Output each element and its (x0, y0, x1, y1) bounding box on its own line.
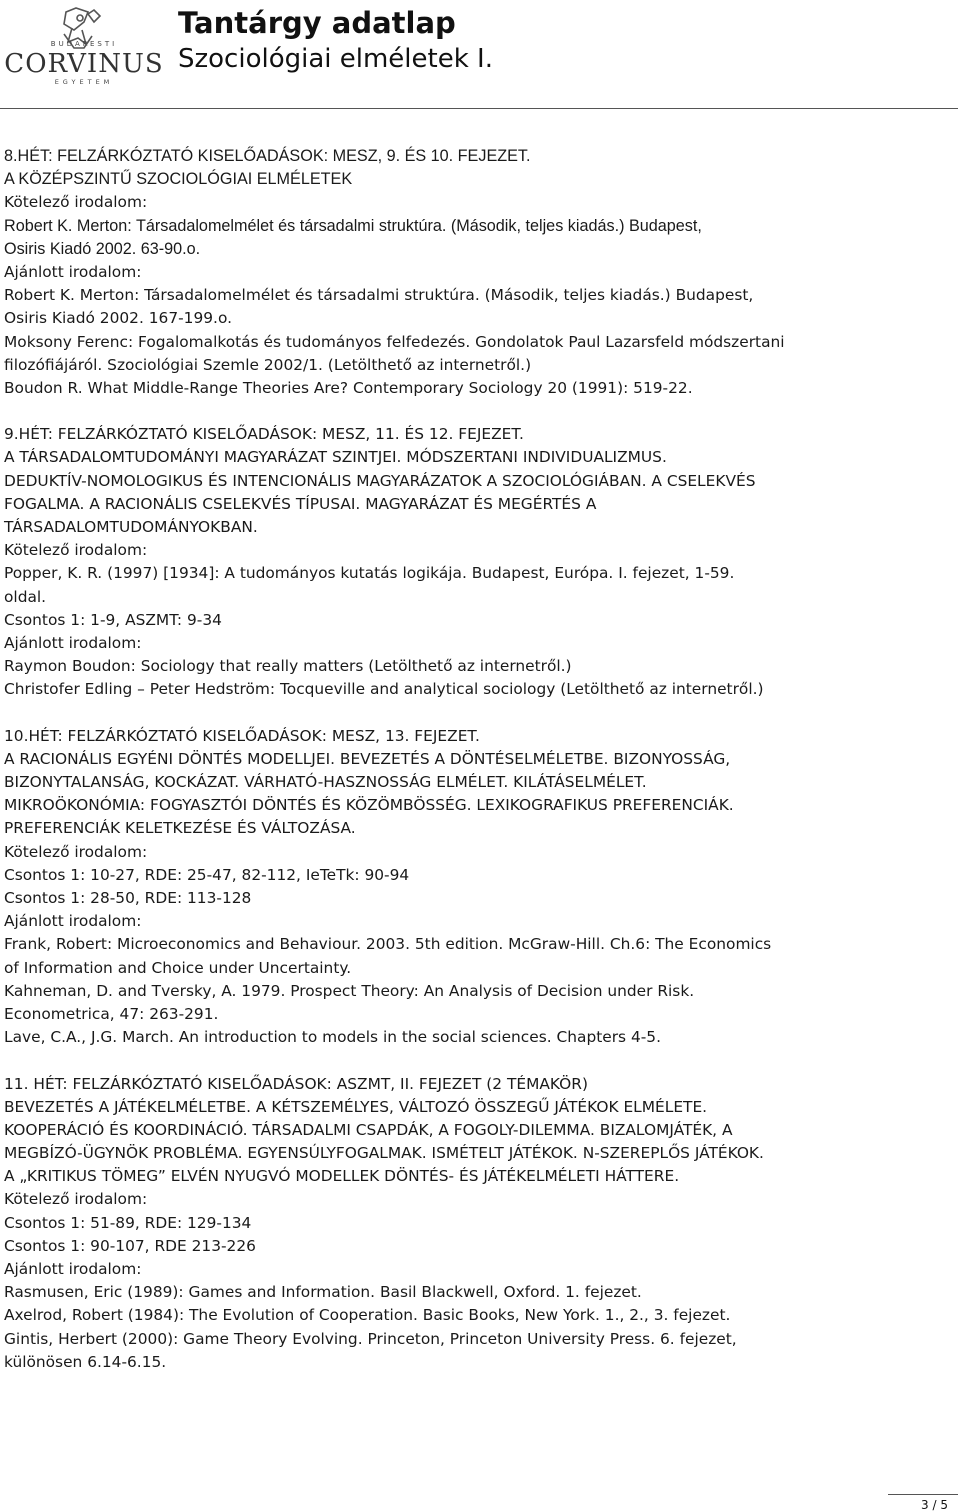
section-gap (4, 400, 956, 423)
text-line: Kahneman, D. and Tversky, A. 1979. Prospect Theory: An Analysis of Decision under Risk. (4, 981, 695, 1000)
text-line: Robert K. Merton: Társadalomelmélet és társadalmi struktúra. (Második, teljes kiadás.) Budapest, (4, 216, 702, 235)
week-section (4, 725, 956, 1050)
text-line: of Information and Choice under Uncertainty. (4, 958, 352, 977)
text-line: MEGBÍZÓ-ÜGYNÖK PROBLÉMA. EGYENSÚLYFOGALMAK. ISMÉTELT JÁTÉKOK. N-SZEREPLŐS JÁTÉKOK. (4, 1144, 764, 1163)
text-line: TÁRSADALOMTUDOMÁNYOKBAN. (4, 518, 258, 536)
text-line: BEVEZETÉS A JÁTÉKELMÉLETBE. A KÉTSZEMÉLYES, VÁLTOZÓ ÖSSZEGŰ JÁTÉKOK ELMÉLETE. (4, 1097, 708, 1116)
text-line: Csontos 1: 10-27, RDE: 25-47, 82-112, IeTeTk: 90-94 (4, 865, 410, 884)
text-line: Robert K. Merton: Társadalomelmélet és társadalmi struktúra. (Második, teljes kiadás.) Budapest, (4, 286, 754, 305)
logo-main-text: CORVINUS (4, 49, 164, 79)
text-line: oldal. (4, 587, 47, 606)
text-line: A TÁRSADALOMTUDOMÁNYI MAGYARÁZAT SZINTJEI. MÓDSZERTANI INDIVIDUALIZMUS. (4, 448, 667, 467)
week-heading: 11. HÉT: FELZÁRKÓZTATÓ KISELŐADÁSOK: ASZMT, II. FEJEZET (2 TÉMAKÖR) (4, 1074, 588, 1093)
text-line: BIZONYTALANSÁG, KOCKÁZAT. VÁRHATÓ-HASZNOSSÁG ELMÉLET. KILÁTÁSELMÉLET. (4, 773, 647, 792)
week-heading: 9.HÉT: FELZÁRKÓZTATÓ KISELŐADÁSOK: MESZ, 11. ÉS 12. FEJEZET. (4, 425, 524, 444)
page-number: 3 / 5 (921, 1498, 948, 1512)
text-line: filozófiájáról. Szociológiai Szemle 2002/1. (Letölthető az internetről.) (4, 355, 532, 374)
week-section (4, 423, 956, 701)
text-line: Popper, K. R. (1997) [1934]: A tudományos kutatás logikája. Budapest, Európa. I. fejezet, 1-59. (4, 564, 735, 583)
week-heading: 8.HÉT: FELZÁRKÓZTATÓ KISELŐADÁSOK: MESZ, 9. ÉS 10. FEJEZET. (4, 147, 531, 165)
text-line: Moksony Ferenc: Fogalomalkotás és tudományos felfedezés. Gondolatok Paul Lazarsfeld módszertani (4, 332, 785, 351)
document-title: Tantárgy adatlap (178, 6, 456, 40)
text-line: Osiris Kiadó 2002. 167-199.o. (4, 309, 232, 328)
corvinus-crest-icon (4, 4, 164, 104)
university-logo (4, 4, 164, 104)
text-line: Raymon Boudon: Sociology that really matters (Letölthető az internetről.) (4, 657, 572, 676)
text-line: Frank, Robert: Microeconomics and Behaviour. 2003. 5th edition. McGraw-Hill. Ch.6: The Economics (4, 935, 772, 954)
text-line: A „KRITIKUS TÖMEG” ELVÉN NYUGVÓ MODELLEK DÖNTÉS- ÉS JÁTÉKELMÉLETI HÁTTERE. (4, 1167, 680, 1186)
text-line: KOOPERÁCIÓ ÉS KOORDINÁCIÓ. TÁRSADALMI CSAPDÁK, A FOGOLY-DILEMMA. BIZALOMJÁTÉK, A (4, 1120, 733, 1139)
text-line: PREFERENCIÁK KELETKEZÉSE ÉS VÁLTOZÁSA. (4, 819, 356, 838)
text-line: Csontos 1: 51-89, RDE: 129-134 (4, 1213, 252, 1232)
section-gap (4, 1049, 956, 1072)
text-line: A RACIONÁLIS EGYÉNI DÖNTÉS MODELLJEI. BEVEZETÉS A DÖNTÉSELMÉLETBE. BIZONYOSSÁG, (4, 749, 731, 768)
section-gap (4, 702, 956, 725)
reading-list-label: Ajánlott irodalom: (4, 912, 142, 931)
reading-list-label: Kötelező irodalom: (4, 1190, 148, 1209)
footer-divider (888, 1494, 958, 1495)
week-heading: 10.HÉT: FELZÁRKÓZTATÓ KISELŐADÁSOK: MESZ, 13. FEJEZET. (4, 726, 480, 745)
course-title: Szociológiai elméletek I. (178, 44, 493, 74)
text-line: Gintis, Herbert (2000): Game Theory Evolving. Princeton, Princeton University Press. 6. fejezet, (4, 1329, 737, 1348)
text-line: Csontos 1: 28-50, RDE: 113-128 (4, 889, 252, 907)
text-line: Boudon R. What Middle-Range Theories Are? Contemporary Sociology 20 (1991): 519-22. (4, 378, 693, 397)
text-line: különösen 6.14-6.15. (4, 1352, 167, 1371)
reading-list-label: Ajánlott irodalom: (4, 633, 142, 652)
header-divider (0, 108, 958, 109)
reading-list-label: Ajánlott irodalom: (4, 1260, 142, 1278)
logo-top-text: BUDAPESTI (50, 40, 118, 48)
text-line: Christofer Edling – Peter Hedström: Tocqueville and analytical sociology (Letölthető az internetről.) (4, 680, 764, 699)
text-line: Rasmusen, Eric (1989): Games and Information. Basil Blackwell, Oxford. 1. fejezet. (4, 1283, 642, 1302)
week-section (4, 1073, 956, 1374)
reading-list-label: Kötelező irodalom: (4, 541, 148, 560)
page-header (0, 0, 960, 110)
text-line: DEDUKTÍV-NOMOLOGIKUS ÉS INTENCIONÁLIS MAGYARÁZATOK A SZOCIOLÓGIÁBAN. A CSELEKVÉS (4, 471, 756, 490)
syllabus-content (4, 145, 956, 1374)
text-line: Osiris Kiadó 2002. 63-90.o. (4, 239, 201, 258)
week-section (4, 145, 956, 400)
text-line: MIKROÖKONÓMIA: FOGYASZTÓI DÖNTÉS ÉS KÖZÖMBÖSSÉG. LEXIKOGRAFIKUS PREFERENCIÁK. (4, 796, 734, 815)
text-line: Csontos 1: 90-107, RDE 213-226 (4, 1236, 256, 1255)
logo-bottom-text: EGYETEM (54, 78, 114, 86)
reading-list-label: Ajánlott irodalom: (4, 262, 142, 281)
text-line: Axelrod, Robert (1984): The Evolution of Cooperation. Basic Books, New York. 1., 2., 3. fejezet. (4, 1306, 731, 1325)
text-line: Csontos 1: 1-9, ASZMT: 9-34 (4, 610, 222, 629)
reading-list-label: Kötelező irodalom: (4, 842, 148, 861)
text-line: FOGALMA. A RACIONÁLIS CSELEKVÉS TÍPUSAI. MAGYARÁZAT ÉS MEGÉRTÉS A (4, 494, 597, 513)
text-line: Econometrica, 47: 263-291. (4, 1004, 219, 1023)
text-line: A KÖZÉPSZINTŰ SZOCIOLÓGIAI ELMÉLETEK (4, 170, 353, 189)
text-line: Lave, C.A., J.G. March. An introduction to models in the social sciences. Chapters 4-5. (4, 1028, 661, 1047)
reading-list-label: Kötelező irodalom: (4, 193, 148, 212)
